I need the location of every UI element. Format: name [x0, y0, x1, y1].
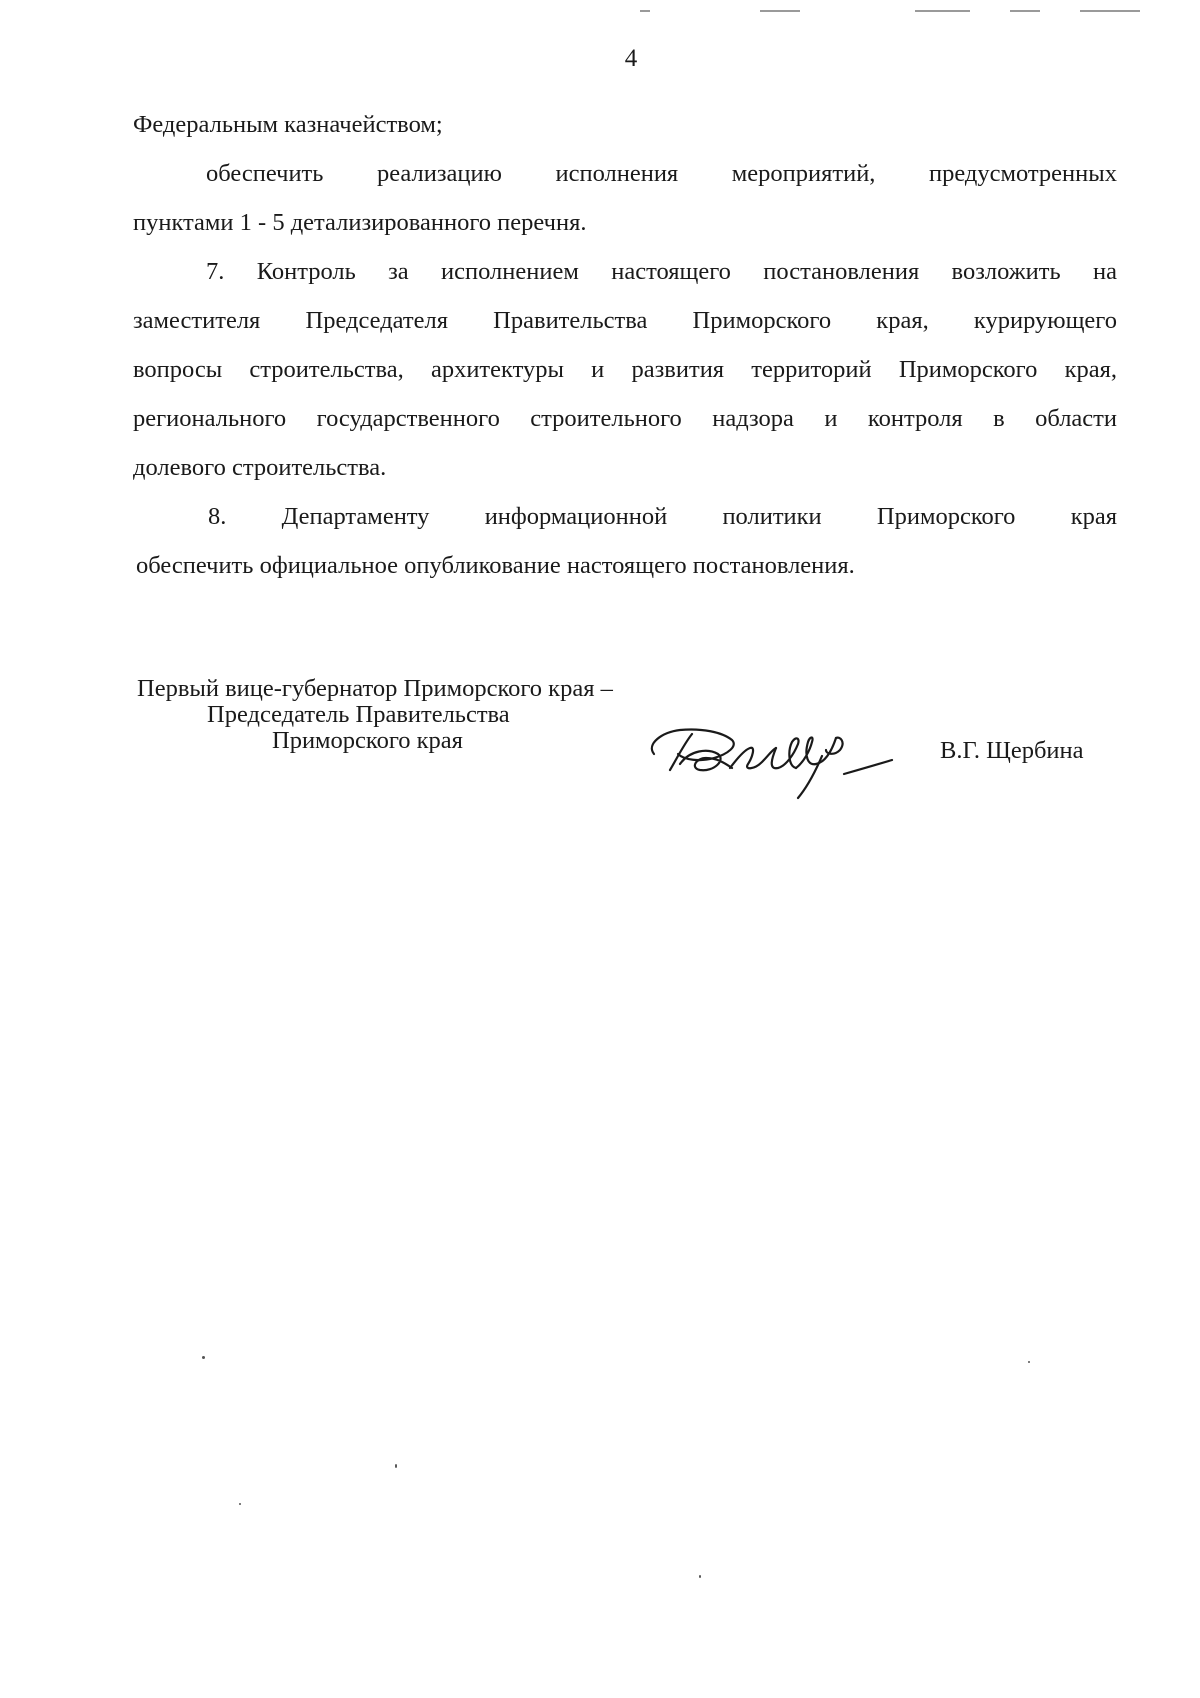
page-number: 4 — [624, 45, 638, 72]
position-line: Председатель Правительства — [207, 701, 510, 728]
scan-speck — [395, 1464, 397, 1468]
scan-speck — [1028, 1361, 1030, 1363]
paragraph-line: вопросы строительства, архитектуры и развития территорий Приморского края, — [133, 356, 1117, 383]
scan-speck — [239, 1503, 241, 1505]
position-line: Приморского края — [272, 727, 463, 754]
scan-artifact — [760, 10, 800, 12]
paragraph-line: регионального государственного строительного надзора и контроля в области — [133, 405, 1117, 432]
position-line: Первый вице-губернатор Приморского края – — [137, 675, 613, 702]
paragraph-line: пунктами 1 - 5 детализированного перечня. — [133, 209, 587, 236]
paragraph-line: 7. Контроль за исполнением настоящего постановления возложить на — [206, 258, 1117, 285]
paragraph-line: долевого строительства. — [133, 454, 387, 481]
paragraph-line: Федеральным казначейством; — [133, 111, 443, 138]
paragraph-line: обеспечить официальное опубликование настоящего постановления. — [136, 552, 855, 579]
signer-name: В.Г. Щербина — [940, 737, 1084, 764]
paragraph-line: 8. Департаменту информационной политики Приморского края — [208, 503, 1117, 530]
scan-speck — [699, 1575, 701, 1578]
scan-artifact — [1080, 10, 1140, 12]
scan-speck — [202, 1356, 205, 1359]
handwritten-signature — [640, 714, 910, 804]
document-body — [133, 100, 1117, 590]
paragraph-line: заместителя Председателя Правительства Приморского края, курирующего — [133, 307, 1117, 334]
scan-artifact — [640, 10, 650, 12]
scan-artifact — [1010, 10, 1040, 12]
paragraph-line: обеспечить реализацию исполнения мероприятий, предусмотренных — [206, 160, 1117, 187]
scan-artifact — [915, 10, 970, 12]
